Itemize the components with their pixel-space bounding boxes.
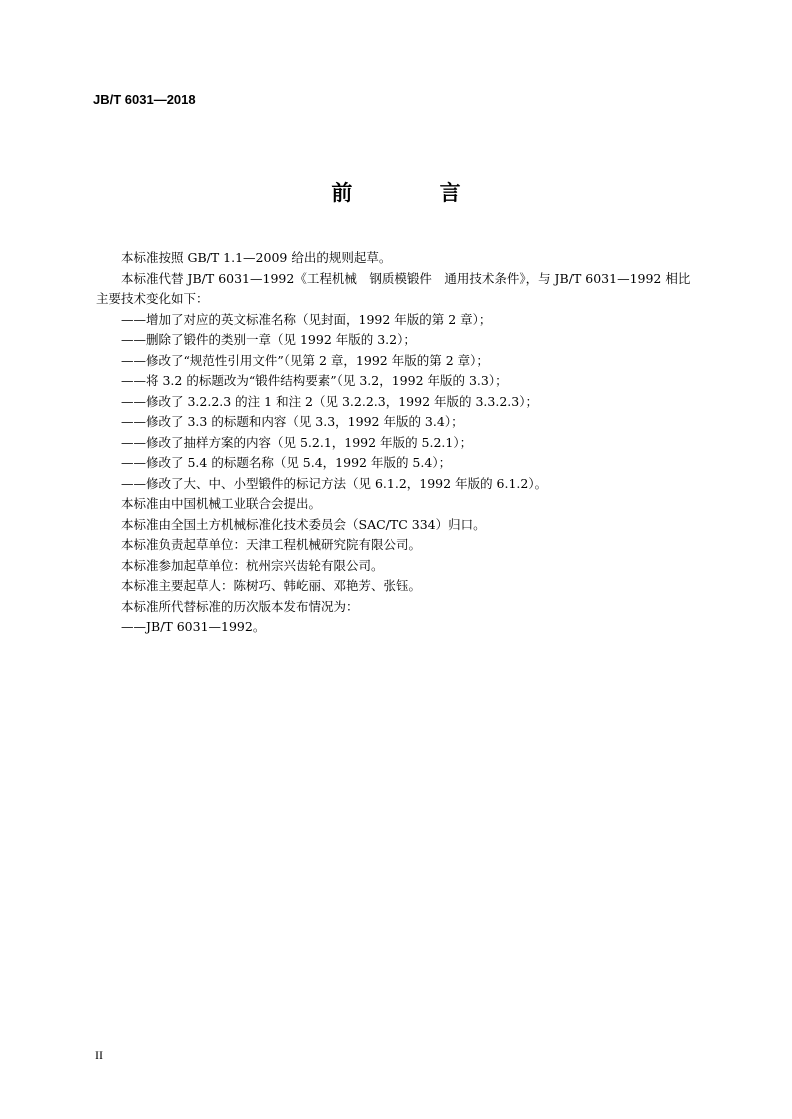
paragraph-history-intro: 本标准所代替标准的历次版本发布情况为： <box>121 598 359 614</box>
paragraph-committee: 本标准由全国土方机械标准化技术委员会（SAC/TC 334）归口。 <box>121 516 486 532</box>
change-item: ——增加了对应的英文标准名称（见封面，1992 年版的第 2 章）； <box>121 311 492 327</box>
page-title: 前 言 <box>331 181 501 205</box>
change-item: ——删除了锻件的类别一章（见 1992 年版的 3.2）； <box>121 332 416 347</box>
change-item: ——将 3.2 的标题改为“锻件结构要素”（见 3.2，1992 年版的 3.3）； <box>121 373 508 388</box>
paragraph-drafters: 本标准主要起草人：陈树巧、韩屹丽、邓艳芳、张钰。 <box>121 578 422 593</box>
change-item: ——修改了 3.3 的标题和内容（见 3.3，1992 年版的 3.4）； <box>121 414 464 429</box>
foreword-body <box>96 248 726 638</box>
paragraph-participating-unit: 本标准参加起草单位：杭州宗兴齿轮有限公司。 <box>121 557 384 573</box>
paragraph-drafting-unit: 本标准负责起草单位：天津工程机械研究院有限公司。 <box>121 537 422 552</box>
paragraph-replacement-line-2: 主要技术变化如下： <box>96 291 209 306</box>
change-item: ——修改了“规范性引用文件”（见第 2 章，1992 年版的第 2 章）； <box>121 352 489 368</box>
change-item: ——修改了抽样方案的内容（见 5.2.1，1992 年版的 5.2.1）； <box>121 434 473 450</box>
page-number: II <box>95 1048 103 1062</box>
document-code-header: JB/T 6031—2018 <box>93 92 196 107</box>
paragraph-replacement-line-1: 本标准代替 JB/T 6031—1992《工程机械 钢质模锻件 通用技术条件》，与 JB/T 6031—1992 相比 <box>121 270 691 286</box>
history-item: ——JB/T 6031—1992。 <box>121 619 266 634</box>
paragraph-proposer: 本标准由中国机械工业联合会提出。 <box>121 496 322 511</box>
change-item: ——修改了大、中、小型锻件的标记方法（见 6.1.2，1992 年版的 6.1.2）。 <box>121 475 548 491</box>
change-item: ——修改了 5.4 的标题名称（见 5.4，1992 年版的 5.4）； <box>121 455 452 470</box>
paragraph-drafting-rules: 本标准按照 GB/T 1.1—2009 给出的规则起草。 <box>121 250 392 265</box>
change-item: ——修改了 3.2.2.3 的注 1 和注 2（见 3.2.2.3，1992 年版的 3.3.2.3）； <box>121 393 538 409</box>
